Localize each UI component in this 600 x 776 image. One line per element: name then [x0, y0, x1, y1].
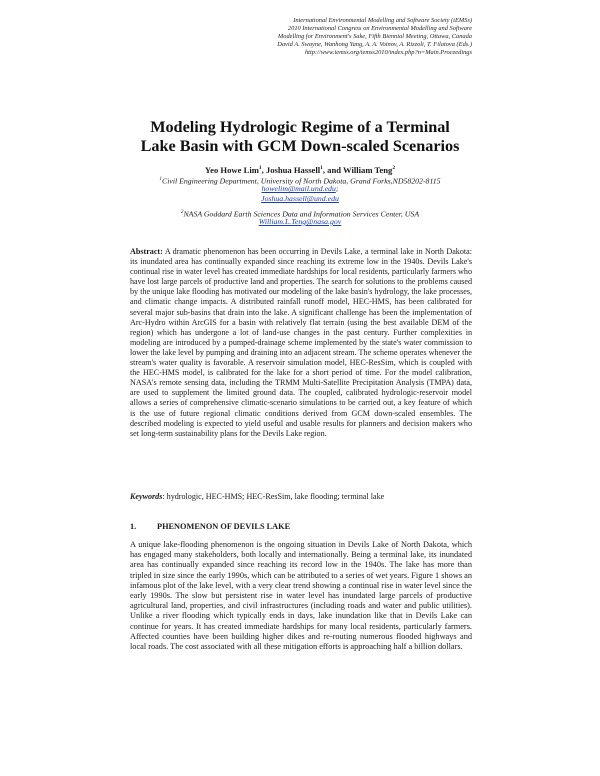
author-affiliation-mark: 2 — [392, 165, 396, 171]
title-line-2: Lake Basin with GCM Down-scaled Scenarios — [140, 137, 460, 155]
header-line: http://www.iemss.org/iemss2010/index.php?n=Main.Proceedings — [304, 49, 472, 57]
proceedings-header — [152, 17, 472, 57]
email-link[interactable]: William.L.Teng@nasa.gov — [258, 217, 342, 226]
keywords-label: Keywords — [130, 492, 163, 501]
abstract-text: A dramatic phenomenon has been occurring in Devils Lake, a terminal lake in North Dakota: its inundated area has continually expanded since reaching its extreme low in the 1940s. Devils Lake's continual rise in water level has created immediate hardships for local residents, particularly farmers who have lost large parcels of productive land and properties. The search for solutions to the problems caused by the unique lake flooding has motivated our modeling of the lake basin's hydrology, the lake processes, and climatic change impacts. A distributed rainfall runoff model, HEC-HMS, has been calibrated for several major sub-basins that drain into the lake. A significant challenge has been the implementation of Arc-Hydro within ArcGIS for a basin with relatively flat terrain (using the best available DEM of the region) which has undergone a lot of land-use changes in the past century. Further complexities in modeling are introduced by a pumped-drainage scheme implemented by the state's water commission to lower the lake level by pumping and draining into an adjacent stream. The scheme operates whenever the stream's water quality is favorable. A reservoir simulation model, HEC-ResSim, which is coupled with the HEC-HMS model, is calibrated for the lake for a short period of time. For the model calibration, NASA's remote sensing data, including the TRMM Multi-Satellite Precipitation Analysis (TMPA) data, are used to supplement the limited ground data. The coupled, calibrated hydrologic-reservoir model allows a series of comprehensive climatic-scenario simulations to be carried out, a key feature of which is the use of future regional climatic conditions derived from GCM down-scaled ensembles. The described modeling is expected to yield useful and usable results for planners and decision makers who set long-term sustainability plans for the Devils Lake region. — [130, 247, 472, 438]
author-name: Yeo Howe Lim — [204, 164, 259, 175]
author-separator: , and — [322, 164, 344, 175]
affiliation-1-email-line-1 — [100, 184, 500, 194]
author-name: Joshua Hassell — [265, 164, 321, 175]
paper-title — [100, 118, 500, 156]
header-line: Modelling for Environment's Sake, Fifth Biennial Meeting, Ottawa, Canada — [277, 33, 472, 41]
email-separator: ; — [335, 184, 339, 193]
keywords — [130, 492, 472, 502]
affiliation-mark: 1 — [159, 176, 162, 182]
abstract — [130, 247, 472, 439]
abstract-label: Abstract: — [130, 247, 163, 256]
email-link[interactable]: howelim@mail.und.edu — [261, 184, 336, 193]
header-line: International Environmental Modelling and Software Society (iEMSs) — [293, 17, 472, 24]
affiliation-2-email-line — [100, 217, 500, 227]
affiliation-1-email-line-2 — [100, 194, 500, 204]
author-affiliation-mark: 1 — [258, 165, 262, 171]
affiliation-text: Civil Engineering Department, University of North Dakota, Grand Forks,ND58202-8115 — [162, 176, 441, 186]
section-heading — [130, 522, 472, 532]
author-separator: , — [261, 164, 266, 175]
email-link[interactable]: Joshua.hassell@und.edu — [261, 194, 339, 203]
header-line: David A. Swayne, Wanhong Yang, A. A. Voinov, A. Rizzoli, T. Filatova (Eds.) — [277, 41, 472, 49]
header-line: 2010 International Congress on Environmental Modelling and Software — [287, 25, 472, 33]
section-number: 1. — [130, 522, 137, 531]
title-line-1: Modeling Hydrologic Regime of a Terminal — [150, 118, 450, 136]
section-title: PHENOMENON OF DEVILS LAKE — [157, 522, 291, 531]
affiliation-text: NASA Goddard Earth Sciences Data and Information Services Center, USA — [183, 209, 420, 219]
keywords-text: : hydrologic, HEC-HMS; HEC-ResSim, lake flooding; terminal lake — [162, 492, 385, 501]
affiliation-mark: 2 — [180, 209, 184, 215]
author-affiliation-mark: 1 — [320, 165, 323, 171]
author-name: William Teng — [343, 164, 393, 175]
section-body: A unique lake-flooding phenomenon is the ongoing situation in Devils Lake of North Dakota, which has engaged many stakeholders, both locally and internationally. Being a terminal lake, its inundated area has continually expanded since reaching its record low in the 1940s. The lake has more than tripled in size since the early 1990s, which can be attributed to a series of wet years. Figure 1 shows an infamous plot of the lake level, with a very clear trend showing a continual rise in water level since the early 1990s. The slow but persistent rise in water level has inundated large parcels of productive agricultural land, properties, and civil infrastructures (including roads and water and public utilities). Unlike a river flooding which typically ends in days, lake inundation like that in Devils Lake can continue for years. It has created immediate hardships for many local residents, particularly farmers. Affected counties have been building higher dikes and re-routing numerous flooded highways and local roads. The cost associated with all these mitigation efforts is approaching half a billion dollars. — [130, 540, 472, 652]
